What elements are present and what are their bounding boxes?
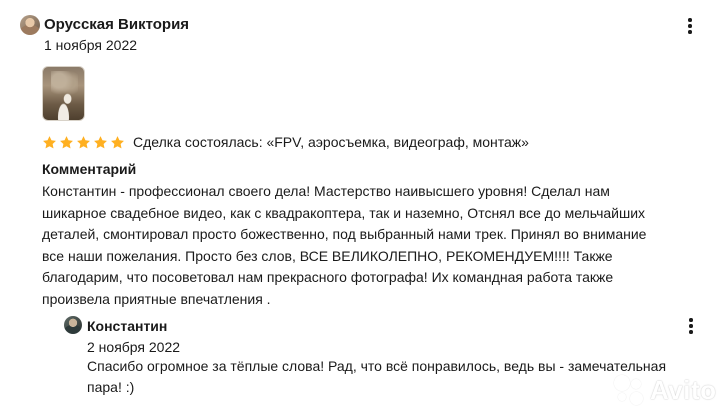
comment-line: деталей, смонтировал просто божественно, под выбранный нами трек. Принял во внимание [42,226,647,242]
comment-line: шикарное свадебное видео, как с квадракоптера, так и наземно, Отснял все до мельчайших [42,204,646,221]
comment-heading: Комментарий [42,161,137,177]
comment-line: все наши пожелания. Просто без слов, ВСЕ ВЕЛИКОЛЕПНО, РЕКОМЕНДУЕМ!!!! Также [42,247,613,264]
star-icon [110,135,125,150]
comment-line: благодарим, что посоветовал нам прекрасного фотографа! Их командная работа также [42,269,614,285]
deal-info: Сделка состоялась: «FPV, аэросъемка, видеограф, монтаж» [133,133,529,150]
star-icon [76,135,91,150]
seller-avatar[interactable] [64,316,82,334]
star-icon [42,135,57,150]
reply-more-icon[interactable] [684,316,698,336]
star-icon [59,135,74,150]
comment-line: произвела приятные впечатления . [42,290,271,307]
rating-stars [42,135,125,150]
star-icon [93,135,108,150]
reply-line: пара! :) [87,378,135,395]
review-date: 1 ноября 2022 [44,37,138,53]
review-photo-thumbnail[interactable] [42,66,85,121]
rating-row [42,133,529,151]
avito-logo-icon [612,373,646,407]
reply-line: Спасибо огромное за тёплые слова! Рад, что всё понравилось, ведь вы - замечательная [87,358,667,374]
avito-watermark-text: Avito [650,374,717,405]
comment-line: Константин - профессионал своего дела! Мастерство наивысшего уровня! Сделал нам [42,183,610,199]
reviewer-avatar[interactable] [20,15,40,35]
seller-name[interactable]: Константин [87,318,168,334]
comment-text [42,181,682,310]
review-more-icon[interactable] [683,16,697,36]
avito-watermark [612,372,717,408]
reply-date: 2 ноября 2022 [87,339,181,355]
reviewer-name[interactable]: Орусская Виктория [44,16,190,33]
